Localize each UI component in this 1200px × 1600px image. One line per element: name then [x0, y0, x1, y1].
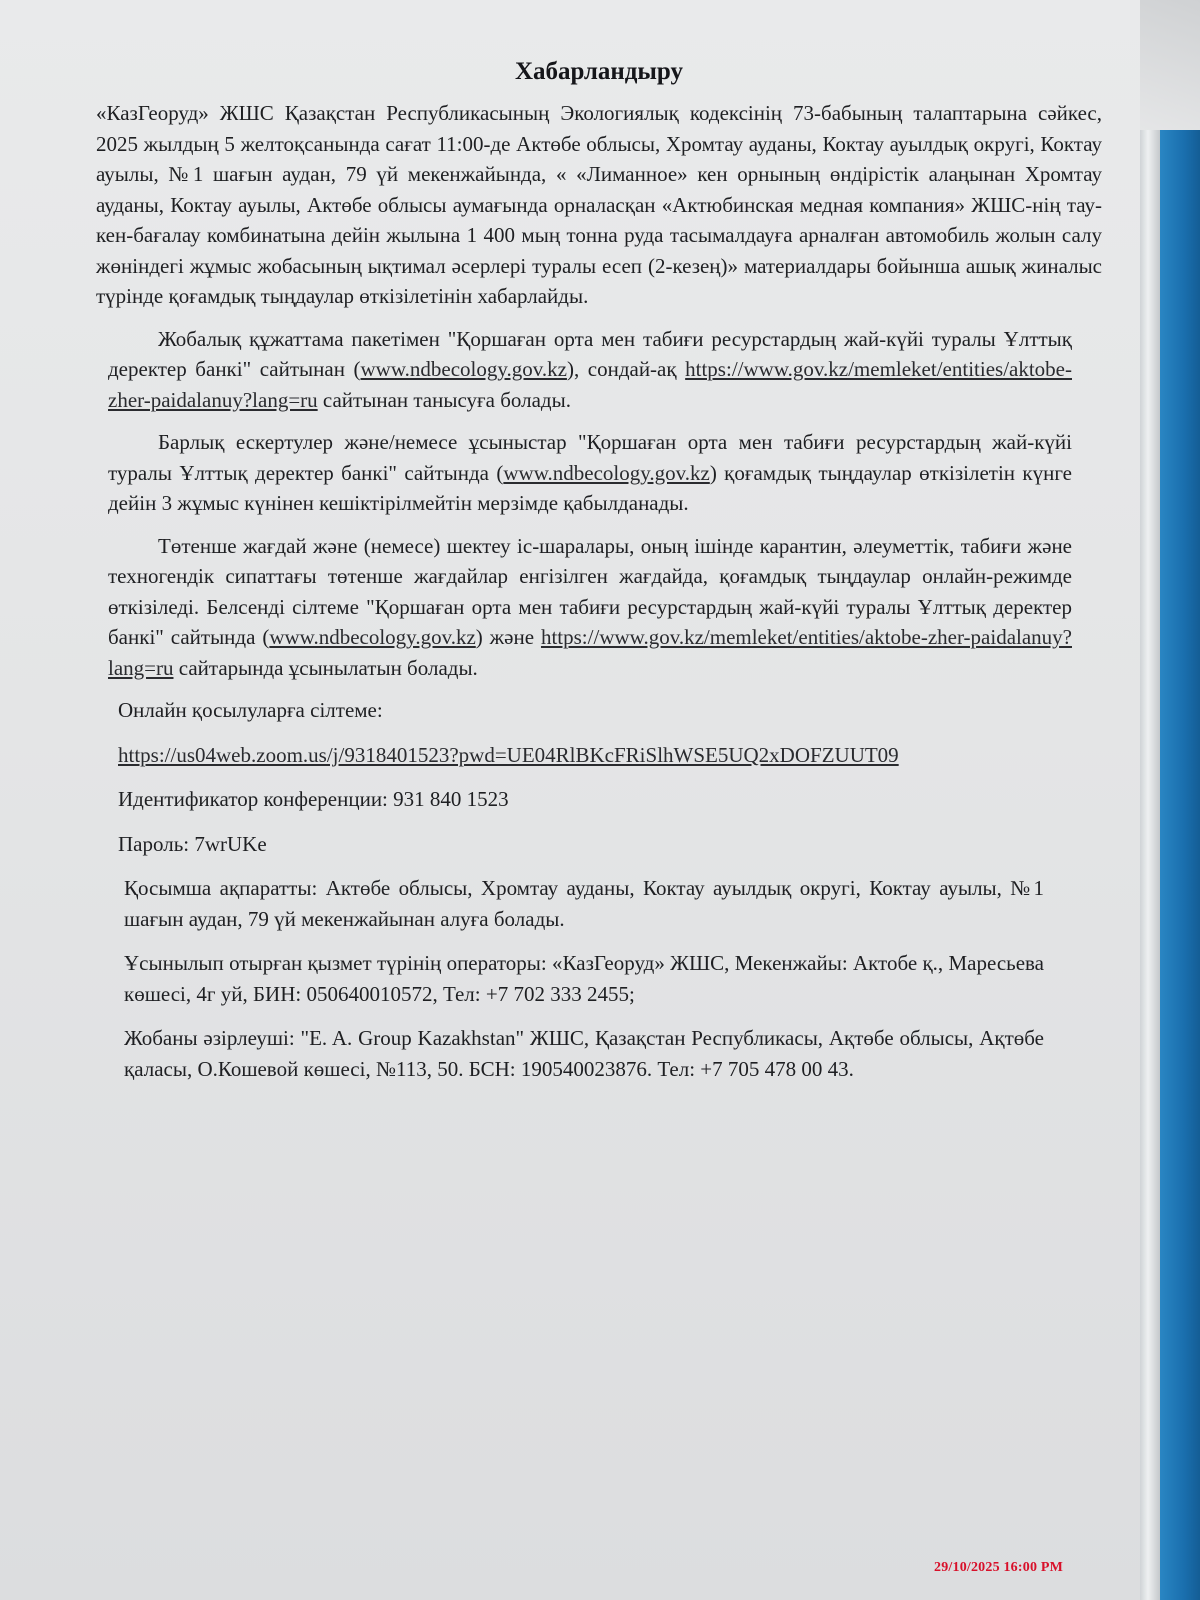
conference-password: Пароль: 7wrUKe [118, 831, 267, 856]
operator-paragraph: Ұсынылып отырған қызмет түрінің операторы: «КазГеоруд» ЖШС, Мекенжайы: Актобе қ., Маресьева көшесі, 4г уй, БИН: 050640010572, Тел: +7 702 333 2455; [124, 951, 1044, 1006]
emergency-text-1: Төтенше жағдай және (немесе) шектеу іс-шаралары, оның ішінде карантин, әлеуметтік, табиғи және техногендік сипаттағы төтенше жағдайлар енгізілген жағдайда, қоғамдық тыңдаулар онлайн-режимде өткізіледі. Белсенді сілтеме "Қоршаған орта мен табиғи ресурстардың жай-күйі туралы Ұлттық деректер банкі" сайтында ( [108, 533, 1072, 649]
page-corner-shadow [1140, 0, 1200, 130]
documentation-paragraph [96, 324, 1102, 416]
documentation-text-1: Жобалық құжаттама пакетімен "Қоршаған орта мен табиғи ресурстардың жай-күйі туралы Ұлттық деректер банкі" сайтынан ( [108, 326, 1072, 381]
emergency-text-3: сайтарында ұсынылатын болады. [173, 655, 478, 680]
comments-text-2: ) қоғамдық тыңдаулар өткізілетін күнге дейін 3 жұмыс күнінен кешіктірілмейтін мерзімде қабылданады. [108, 460, 1072, 515]
ndbecology-link-emergency[interactable]: www.ndbecology.gov.kz [269, 625, 476, 649]
gov-kz-link[interactable]: https://www.gov.kz/memleket/entities/aktobe-zher-paidalanuy?lang=ru [108, 357, 1072, 412]
plastic-sleeve-edge [1140, 0, 1160, 1600]
zoom-link[interactable]: https://us04web.zoom.us/j/9318401523?pwd=UE04RlBKcFRiSlhWSE5UQ2xDOFZUUT09 [118, 742, 899, 767]
emergency-text-2: ) және [475, 625, 541, 649]
ndbecology-link[interactable]: www.ndbecology.gov.kz [360, 357, 567, 381]
photo-timestamp: 29/10/2025 16:00 PM [934, 1560, 1064, 1575]
intro-paragraph: «КазГеоруд» ЖШС Қазақстан Республикасының Экологиялық кодексінің 73-бабының талаптарына сәйкес, 2025 жылдың 5 желтоқсанында сағат 11:00-де Актөбе облысы, Хромтау ауданы, Коктау ауылдық округі, Коктау ауылы, №1 шағын аудан, 79 үй мекенжайында, « «Лиманное» кен орнының өндірістік алаңынан Хромтау ауданы, Коктау ауылы, Актөбе облысы аумағында орналасқан «Актюбинская медная компания» ЖШС-нің тау-кен-бағалау комбинатына дейін жылына 1 400 мың тонна руда тасымалдауға арналған автомобиль жолын салу жөніндегі жұмыс жобасының ықтимал әсерлері туралы есеп (2-кезең)» материалдары бойынша ашық жиналыс түрінде қоғамдық тыңдаулар өткізілетінін хабарлайды. [96, 101, 1102, 308]
zoom-link-line [96, 740, 1102, 771]
emergency-paragraph [96, 531, 1102, 684]
notice-title: Хабарландыру [514, 58, 683, 85]
comments-text-1: Барлық ескертулер және/немесе ұсыныстар "Қоршаған орта мен табиғи ресурстардың жай-күйі туралы Ұлттық деректер банкі" сайтында ( [108, 430, 1072, 485]
developer-paragraph: Жобаны әзірлеуші: "E. A. Group Kazakhstan" ЖШС, Қазақстан Республикасы, Ақтөбе облысы, Ақтөбе қаласы, О.Кошевой көшесі, №113, 50. БСН: 190540023876. Тел: +7 705 478 00 43. [124, 1026, 1044, 1081]
conference-id: Идентификатор конференции: 931 840 1523 [118, 787, 509, 811]
documentation-text-2: ), сондай-ақ [566, 357, 686, 381]
extra-info-paragraph: Қосымша ақпаратты: Актөбе облысы, Хромтау ауданы, Коктау ауылдық округі, Коктау ауылы, №1 шағын аудан, 79 үй мекенжайынан алуға болады. [124, 876, 1044, 931]
blue-board-frame [1160, 130, 1200, 1600]
comments-paragraph [96, 427, 1102, 519]
gov-kz-link-emergency[interactable]: https://www.gov.kz/memleket/entities/aktobe-zher-paidalanuy?lang=ru [108, 625, 1072, 680]
ndbecology-link-comments[interactable]: www.ndbecology.gov.kz [503, 460, 710, 485]
documentation-text-3: сайтынан танысуға болады. [317, 387, 571, 412]
notice-document [96, 52, 1102, 1098]
online-link-label: Онлайн қосылуларға сілтеме: [118, 698, 383, 722]
